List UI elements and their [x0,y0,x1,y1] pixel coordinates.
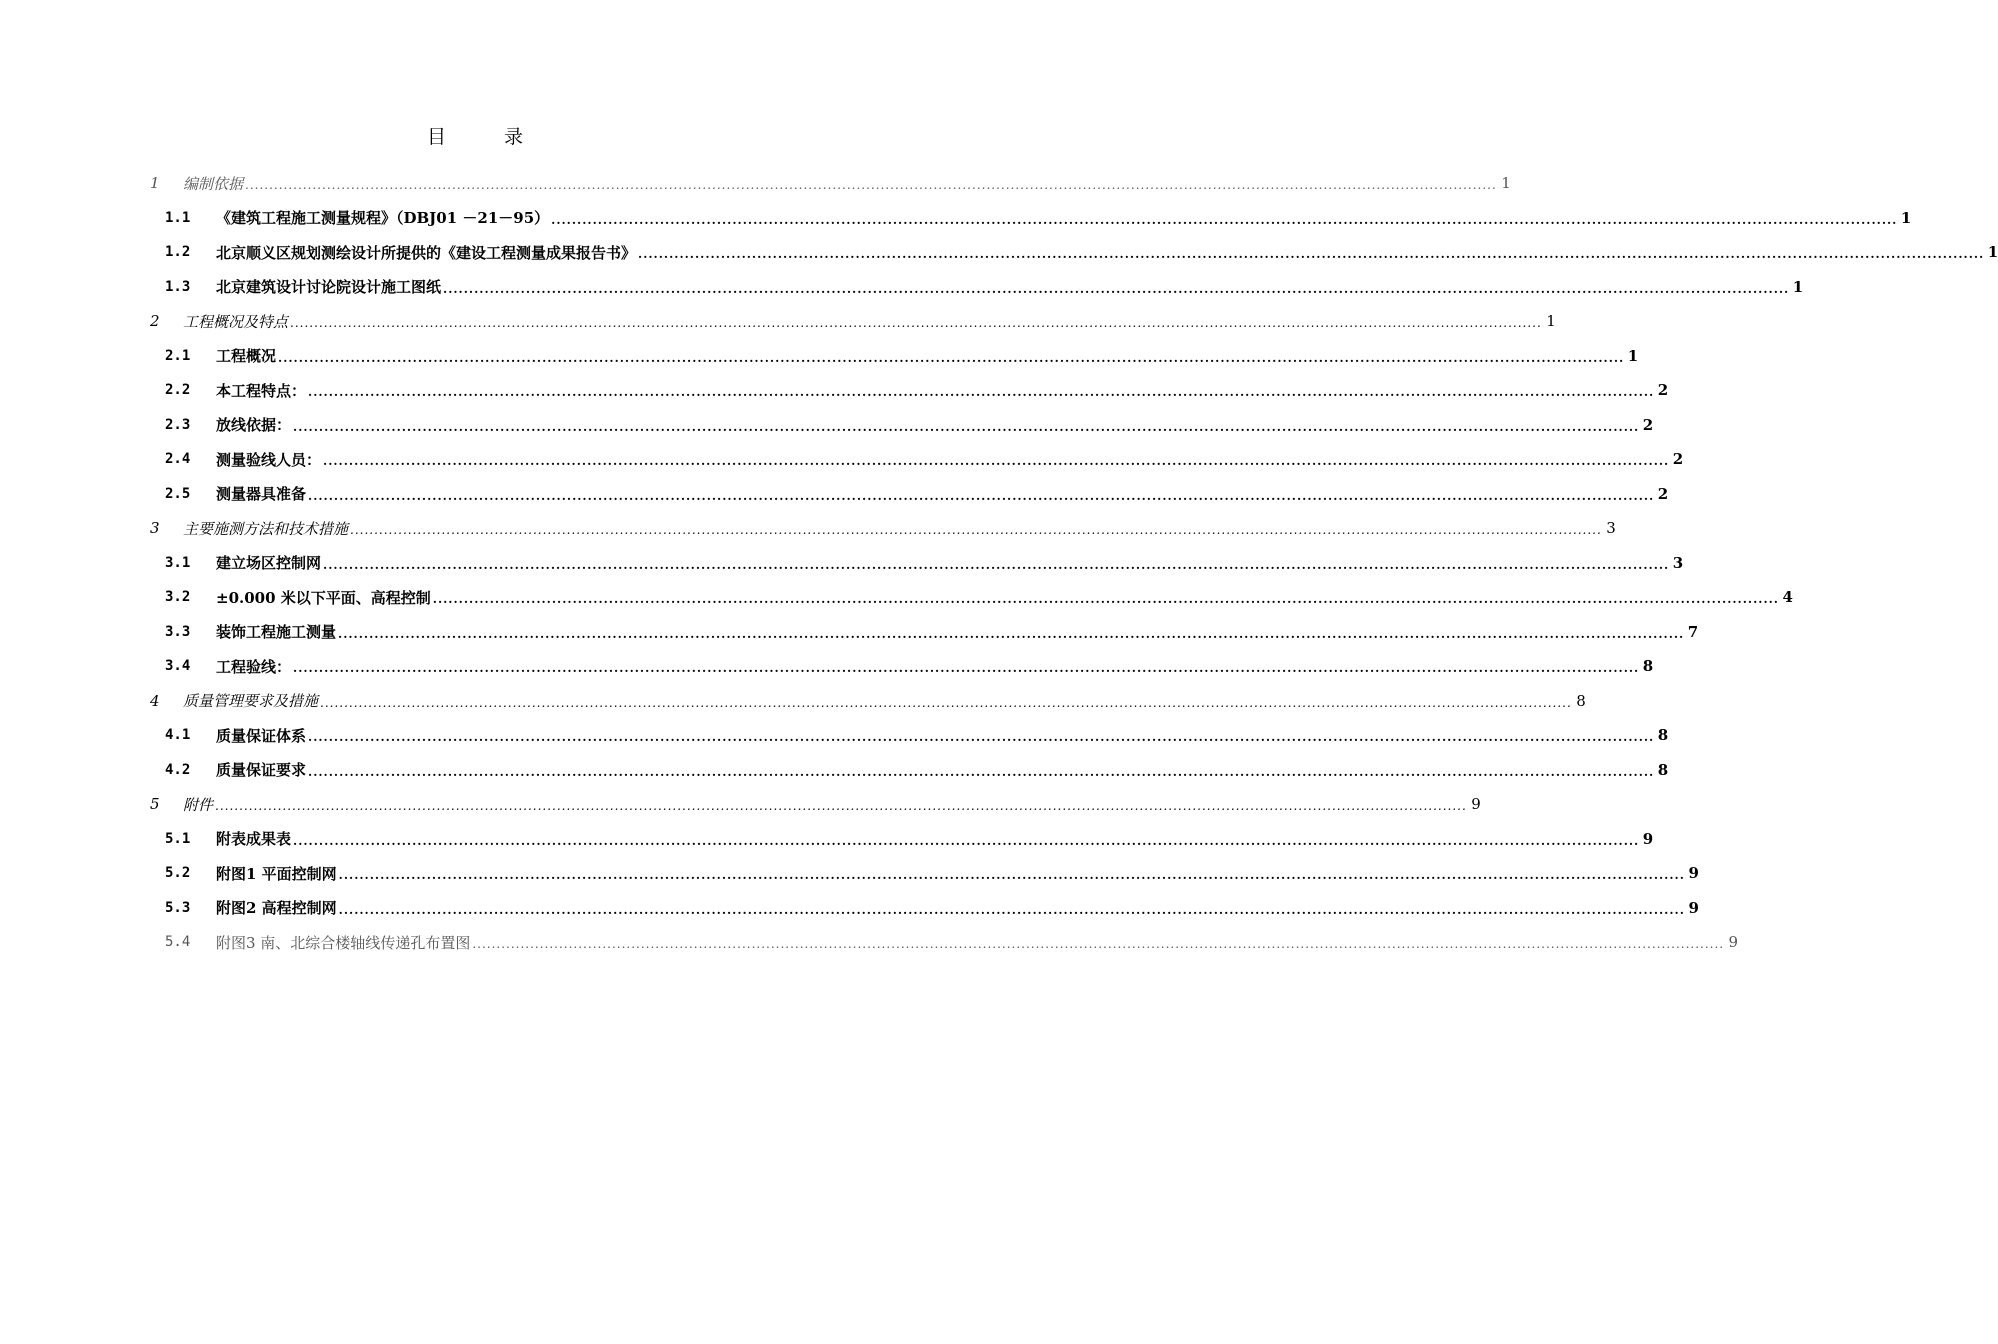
toc-page-number: 9 [1728,933,1739,952]
toc-entry[interactable] [150,580,1793,615]
toc-page-number: 8 [1657,726,1669,745]
toc-entry-label [183,518,1616,539]
toc-entry-label [183,311,1556,332]
toc-leader-dots: .................................................................................................................................................................................................................................................................... [308,764,1655,779]
toc-leader-dots: .................................................................................................................................................................................................................................................................... [432,592,1779,607]
toc-page-number: 8 [1642,657,1654,676]
toc-entry-number: 5.3 [165,899,191,916]
toc-leader-dots: .................................................................................................................................................................................................................................................................... [293,661,1640,676]
toc-entry-number: 4.2 [165,761,191,778]
toc-page-number: 2 [1642,415,1654,434]
toc-page-number: 3 [1672,553,1684,572]
toc-leader-dots: .................................................................................................................................................................................................................................................................... [551,212,1898,227]
toc-entry-text: ±0.000 米以下平面、高程控制 [216,588,431,607]
toc-leader-dots: .................................................................................................................................................................................................................................................................... [323,557,1670,572]
toc-entry[interactable] [150,546,1684,581]
toc-entry-label [216,863,1699,884]
toc-page-number: 9 [1688,898,1699,917]
toc-entry-text: 质量保证要求 [216,761,307,780]
toc-entry[interactable] [150,615,1699,650]
toc-page-number: 1 [1792,277,1804,296]
toc-leader-dots: .................................................................................................................................................................................................................................................................... [443,281,1790,296]
toc-entry-label [216,276,1804,297]
toc-entry-text: 附图1 平面控制网 [216,864,337,883]
toc-entry-number: 5.4 [165,934,191,951]
toc-entry[interactable] [150,649,1654,684]
toc-entry-number: 3 [150,519,160,538]
toc-entry-text: 附图2 高程控制网 [216,899,337,918]
toc-leader-dots: .................................................................................................................................................................................................................................................................... [323,454,1670,469]
toc-entry[interactable] [150,753,1669,788]
toc-entry[interactable] [150,373,1669,408]
toc-entry[interactable] [150,684,1586,719]
toc-page-number: 8 [1576,691,1586,710]
toc-entry[interactable] [150,856,1699,891]
toc-page-number: 1 [1900,208,1912,227]
toc-entry-label [216,345,1639,366]
toc-entry-number: 1.3 [165,278,191,295]
toc-entry-number: 4 [150,691,160,710]
toc-entry-text: 编制依据 [183,174,244,193]
toc-entry-number: 2.5 [165,485,191,502]
toc-page-number: 2 [1657,484,1669,503]
toc-entry-text: 本工程特点： [216,381,307,400]
toc-page-number: 9 [1688,864,1699,883]
toc-entry[interactable] [150,891,1699,926]
toc-entry[interactable] [150,201,1912,236]
toc-leader-dots: .................................................................................................................................................................................................................................................................... [338,626,1685,641]
toc-entry-label [216,587,1793,608]
toc-entry-text: 附件 [183,795,214,814]
toc-entry-text: 《建筑工程施工测量规程》（DBJ01 －21－95） [216,209,550,228]
toc-entry-text: 主要施测方法和技术措施 [183,519,349,538]
toc-page-number: 9 [1471,795,1481,814]
toc-entry-number: 1.2 [165,244,191,261]
toc-entry[interactable] [150,235,1998,270]
toc-entry-text: 装饰工程施工测量 [216,623,337,642]
toc-entry-number: 3.2 [165,589,191,606]
toc-leader-dots: .................................................................................................................................................................................................................................................................... [293,833,1640,848]
toc-entry-number: 2.2 [165,382,191,399]
toc-leader-dots: .................................................................................................................................................................................................................................................................... [338,902,1685,917]
toc-entry[interactable] [150,787,1481,822]
toc-page-number: 8 [1657,760,1669,779]
toc-entry-text: 测量器具准备 [216,485,307,504]
toc-entry-text: 测量验线人员： [216,450,322,469]
toc-entry-text: 工程验线： [216,657,292,676]
toc-page-number: 1 [1627,346,1639,365]
toc-leader-dots: .................................................................................................................................................................................................................................................................... [245,178,1497,193]
table-of-contents [150,166,1998,960]
toc-entry-label [216,242,1998,263]
toc-entry-text: 工程概况及特点 [183,312,289,331]
toc-page-number: 2 [1657,381,1669,400]
toc-leader-dots: .................................................................................................................................................................................................................................................................... [320,695,1572,710]
toc-entry-label [216,725,1669,746]
toc-entry-label [216,656,1654,677]
toc-entry-number: 3.1 [165,554,191,571]
toc-entry-label [216,483,1669,504]
toc-entry-text: 附图3 南、北综合楼轴线传递孔布置图 [216,933,471,952]
toc-leader-dots: .................................................................................................................................................................................................................................................................... [308,730,1655,745]
toc-leader-dots: .................................................................................................................................................................................................................................................................... [350,523,1602,538]
toc-leader-dots: .................................................................................................................................................................................................................................................................... [308,385,1655,400]
toc-entry-number: 2.3 [165,416,191,433]
toc-entry-label [216,552,1684,573]
toc-entry-number: 1.1 [165,209,191,226]
toc-leader-dots: .................................................................................................................................................................................................................................................................... [290,316,1542,331]
toc-entry-label [183,690,1586,711]
toc-entry-text: 北京顺义区规划测绘设计所提供的《建设工程测量成果报告书》 [216,243,637,262]
toc-page-number: 1 [1987,243,1998,262]
toc-entry-label [183,173,1511,194]
toc-entry-label [183,794,1481,815]
toc-leader-dots: .................................................................................................................................................................................................................................................................... [293,419,1640,434]
toc-entry[interactable] [150,822,1654,857]
toc-leader-dots: .................................................................................................................................................................................................................................................................... [308,488,1655,503]
title-char-left: 目 [426,126,446,148]
toc-leader-dots: .................................................................................................................................................................................................................................................................... [278,350,1625,365]
toc-entry-number: 3.4 [165,658,191,675]
toc-entry-text: 质量管理要求及措施 [183,692,319,711]
toc-entry[interactable] [150,339,1639,374]
toc-entry[interactable] [150,442,1684,477]
toc-entry-text: 放线依据： [216,416,292,435]
toc-entry[interactable] [150,270,1804,305]
toc-leader-dots: .................................................................................................................................................................................................................................................................... [638,247,1985,262]
toc-entry-text: 质量保证体系 [216,726,307,745]
title-char-right: 录 [504,126,524,148]
toc-entry[interactable] [150,925,1739,960]
toc-entry-label [216,207,1912,228]
toc-entry-label [216,414,1654,435]
toc-entry-label [216,380,1669,401]
toc-entry[interactable] [150,304,1556,339]
toc-entry-number: 2 [150,312,160,331]
toc-entry-label [216,828,1654,849]
toc-page-number: 4 [1782,588,1793,607]
toc-entry-text: 建立场区控制网 [216,554,322,573]
toc-entry-text: 附表成果表 [216,830,292,849]
toc-entry-number: 2.4 [165,451,191,468]
toc-page-number: 1 [1546,312,1556,331]
toc-entry-label [216,897,1699,918]
toc-entry-number: 1 [150,174,160,193]
toc-leader-dots: .................................................................................................................................................................................................................................................................... [215,799,1467,814]
toc-page-number: 1 [1501,174,1511,193]
toc-entry-label [216,621,1699,642]
toc-entry-label [216,449,1684,470]
toc-entry[interactable] [150,477,1669,512]
toc-entry-number: 5 [150,795,160,814]
toc-entry[interactable] [150,166,1511,201]
toc-entry-text: 北京建筑设计讨论院设计施工图纸 [216,278,442,297]
toc-entry-number: 5.1 [165,830,191,847]
toc-entry-number: 3.3 [165,623,191,640]
toc-entry-number: 2.1 [165,347,191,364]
toc-page-number: 7 [1687,622,1699,641]
toc-page-number: 3 [1606,519,1616,538]
toc-leader-dots: .................................................................................................................................................................................................................................................................... [338,868,1685,883]
toc-entry-label [216,932,1739,953]
toc-entry-number: 5.2 [165,865,191,882]
toc-entry[interactable] [150,511,1616,546]
toc-entry-label [216,759,1669,780]
toc-page-number: 2 [1672,450,1684,469]
toc-entry-number: 4.1 [165,727,191,744]
toc-leader-dots: .................................................................................................................................................................................................................................................................... [472,937,1725,952]
toc-entry-text: 工程概况 [216,347,277,366]
toc-entry[interactable] [150,718,1669,753]
toc-entry[interactable] [150,408,1654,443]
toc-page-number: 9 [1642,829,1654,848]
page-title [0,122,950,149]
